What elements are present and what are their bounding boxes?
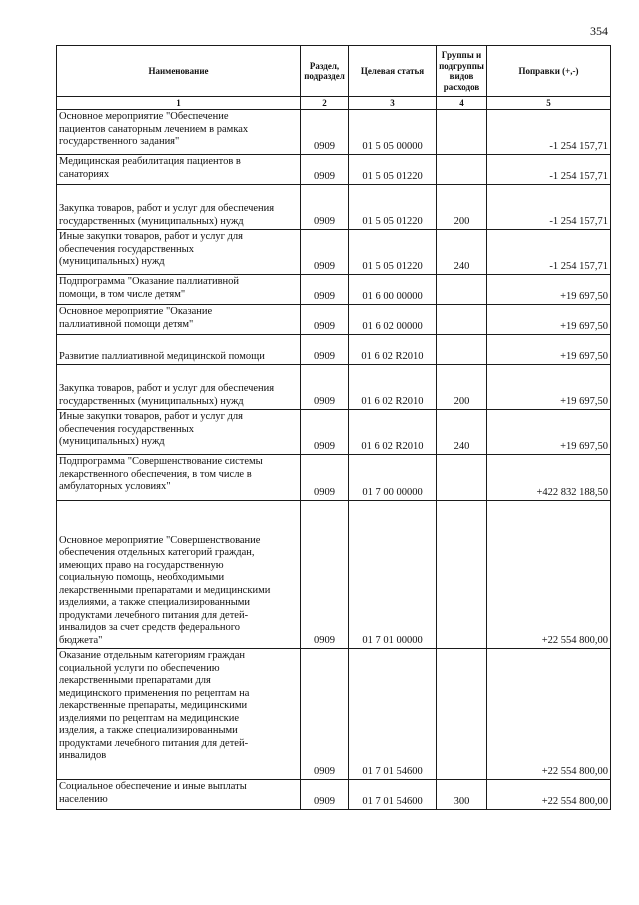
table-row (57, 780, 611, 810)
row-group (437, 501, 487, 649)
row-amount: -1 254 157,71 (487, 110, 611, 155)
row-amount: +19 697,50 (487, 275, 611, 305)
row-target: 01 6 02 00000 (349, 305, 437, 335)
row-amount: +19 697,50 (487, 410, 611, 455)
row-amount: -1 254 157,71 (487, 185, 611, 230)
row-amount: +22 554 800,00 (487, 780, 611, 810)
row-group: 240 (437, 410, 487, 455)
column-number: 4 (437, 97, 487, 110)
row-section: 0909 (301, 155, 349, 185)
row-group: 300 (437, 780, 487, 810)
row-name: Закупка товаров, работ и услуг для обеспечения государственных (муниципальных) нужд (57, 185, 301, 230)
table-row (57, 185, 611, 230)
table-row (57, 305, 611, 335)
row-section: 0909 (301, 501, 349, 649)
row-group (437, 649, 487, 780)
header-name: Наименование (57, 46, 301, 97)
column-number: 1 (57, 97, 301, 110)
row-target: 01 5 05 01220 (349, 230, 437, 275)
table-row (57, 501, 611, 649)
row-name: Подпрограмма "Совершенствование системы лекарственного обеспечения, в том числе в амбулаторных условиях" (57, 455, 301, 501)
row-amount: +422 832 188,50 (487, 455, 611, 501)
row-target: 01 5 05 01220 (349, 155, 437, 185)
table-header-row (57, 46, 611, 97)
row-group (437, 110, 487, 155)
row-section: 0909 (301, 455, 349, 501)
row-amount: +19 697,50 (487, 335, 611, 365)
row-target: 01 5 05 00000 (349, 110, 437, 155)
row-group (437, 275, 487, 305)
row-amount: +22 554 800,00 (487, 649, 611, 780)
column-number: 2 (301, 97, 349, 110)
row-amount: +19 697,50 (487, 305, 611, 335)
row-name: Оказание отдельным категориям граждан социальной услуги по обеспечению лекарственными препаратами для медицинского применения по рецептам на лекарственные препараты, медицинскими изделиями по рецептам на медицинские изделия, а также специализированными продуктами лечебного питания для детей- инвалидов (57, 649, 301, 780)
row-target: 01 6 02 R2010 (349, 335, 437, 365)
row-group: 200 (437, 185, 487, 230)
table-row (57, 110, 611, 155)
table-row (57, 365, 611, 410)
row-section: 0909 (301, 275, 349, 305)
row-section: 0909 (301, 365, 349, 410)
row-section: 0909 (301, 305, 349, 335)
row-name: Основное мероприятие "Оказание паллиативной помощи детям" (57, 305, 301, 335)
table-row (57, 649, 611, 780)
row-group (437, 335, 487, 365)
column-number: 5 (487, 97, 611, 110)
table-row (57, 455, 611, 501)
row-group (437, 155, 487, 185)
header-target: Целевая статья (349, 46, 437, 97)
row-section: 0909 (301, 780, 349, 810)
row-name: Основное мероприятие "Обеспечение пациентов санаторным лечением в рамках государственного задания" (57, 110, 301, 155)
row-target: 01 7 01 54600 (349, 649, 437, 780)
header-groups: Группы и подгруппы видов расходов (437, 46, 487, 97)
column-number: 3 (349, 97, 437, 110)
row-name: Подпрограмма "Оказание паллиативной помощи, в том числе детям" (57, 275, 301, 305)
header-amendments: Поправки (+,-) (487, 46, 611, 97)
row-section: 0909 (301, 230, 349, 275)
table-row (57, 230, 611, 275)
page-number: 354 (590, 24, 608, 38)
column-number-row (57, 97, 611, 110)
row-name: Закупка товаров, работ и услуг для обеспечения государственных (муниципальных) нужд (57, 365, 301, 410)
row-name: Развитие паллиативной медицинской помощи (57, 335, 301, 365)
row-name: Основное мероприятие "Совершенствование обеспечения отдельных категорий граждан, имеющих право на государственную социальную помощь, необходимыми лекарственными препаратами и медицинскими изделиями, а также специализированными продуктами лечебного питания для детей- инвалидов за счет средств федерального бюджета" (57, 501, 301, 649)
row-group: 200 (437, 365, 487, 410)
row-amount: -1 254 157,71 (487, 155, 611, 185)
row-name: Иные закупки товаров, работ и услуг для обеспечения государственных (муниципальных) нужд (57, 230, 301, 275)
row-target: 01 7 01 00000 (349, 501, 437, 649)
row-group (437, 305, 487, 335)
row-section: 0909 (301, 335, 349, 365)
row-target: 01 6 02 R2010 (349, 410, 437, 455)
row-name: Социальное обеспечение и иные выплаты населению (57, 780, 301, 810)
row-target: 01 7 00 00000 (349, 455, 437, 501)
row-target: 01 5 05 01220 (349, 185, 437, 230)
row-section: 0909 (301, 185, 349, 230)
row-group: 240 (437, 230, 487, 275)
row-group (437, 455, 487, 501)
table-row (57, 410, 611, 455)
row-target: 01 6 02 R2010 (349, 365, 437, 410)
row-name: Иные закупки товаров, работ и услуг для обеспечения государственных (муниципальных) нужд (57, 410, 301, 455)
row-target: 01 6 00 00000 (349, 275, 437, 305)
header-section: Раздел, подраздел (301, 46, 349, 97)
row-name: Медицинская реабилитация пациентов в санаториях (57, 155, 301, 185)
budget-amendments-table (56, 45, 611, 810)
row-target: 01 7 01 54600 (349, 780, 437, 810)
row-amount: -1 254 157,71 (487, 230, 611, 275)
row-section: 0909 (301, 110, 349, 155)
table-row (57, 155, 611, 185)
table-row (57, 335, 611, 365)
row-section: 0909 (301, 649, 349, 780)
row-amount: +22 554 800,00 (487, 501, 611, 649)
row-amount: +19 697,50 (487, 365, 611, 410)
table-row (57, 275, 611, 305)
row-section: 0909 (301, 410, 349, 455)
